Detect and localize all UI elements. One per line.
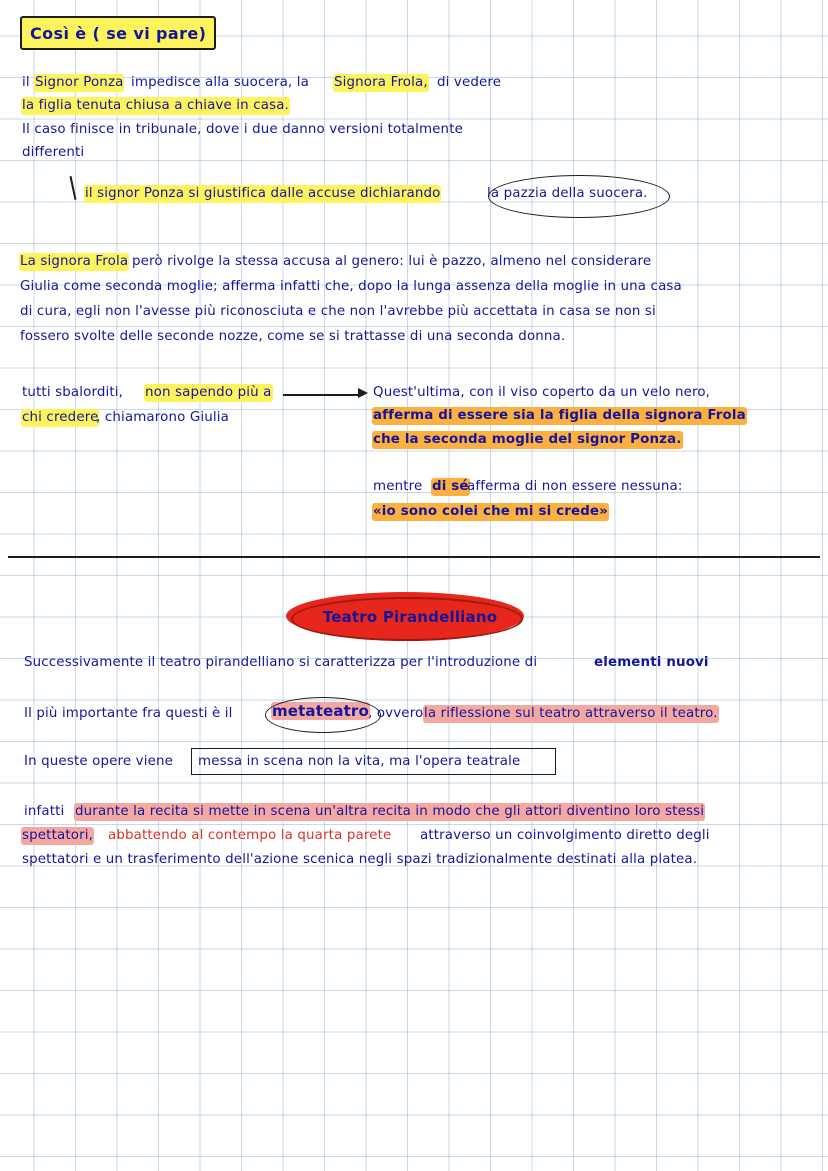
s4-p2-metateatro: metateatro (272, 702, 369, 720)
s3-right-line5: «io sono colei che mi si crede» (373, 504, 608, 519)
s1-line1-part3: impedisce alla suocera, la (131, 75, 309, 90)
s3-right-line4-plain-a: mentre (373, 479, 423, 494)
s3-right-line3: che la seconda moglie del signor Ponza. (373, 432, 682, 447)
ellipse-pazzia-suocera (488, 175, 670, 218)
s4-p1-bold: elementi nuovi (594, 655, 709, 670)
ellipse-metateatro (265, 697, 381, 733)
s1-line4: differenti (22, 145, 85, 160)
s1-branch-plain: la pazzia della suocera. (487, 186, 648, 201)
arrow-line (283, 394, 363, 396)
s3-left-line1-plain: tutti sbalorditi, (22, 385, 124, 400)
s3-right-line4-plain-b: afferma di non essere nessuna: (467, 479, 683, 494)
s1-line1-part5: di vedere (437, 75, 502, 90)
s3-left-line1-highlight: non sapendo più a (145, 385, 272, 400)
s3-right-line4-highlight: di sé (432, 479, 469, 494)
s4-p4-highlight-b: spettatori, (22, 828, 93, 843)
s1-line1-signora-frola: Signora Frola, (334, 75, 428, 90)
s1-line2: la figlia tenuta chiusa a chiave in casa. (22, 98, 289, 113)
s4-p4-plain-a: infatti (24, 804, 65, 819)
s4-p2-plain-b: , ovvero (368, 706, 424, 721)
s1-branch-highlight: il signor Ponza si giustifica dalle accuse dichiarando (85, 186, 441, 201)
s2-line3: di cura, egli non l'avesse più riconosciuta e che non l'avrebbe più accettata in casa se non si (20, 304, 656, 319)
page-title: Così è ( se vi pare) (30, 24, 207, 43)
arrow-head-icon (358, 388, 368, 398)
s4-p2-highlight: la riflessione sul teatro attraverso il teatro. (424, 706, 718, 721)
s4-p4-red: abbattendo al contempo la quarta parete (108, 828, 392, 843)
s4-p2-plain-a: Il più importante fra questi è il (24, 706, 233, 721)
s4-p3-plain: In queste opere viene (24, 754, 174, 769)
s1-line1-part1: il (22, 75, 30, 90)
s2-line4: fossero svolte delle seconde nozze, come se si trattasse di una seconda donna. (20, 329, 566, 344)
leader-line (70, 176, 77, 200)
s4-p3-boxed: messa in scena non la vita, ma l'opera teatrale (198, 754, 521, 769)
s4-p1-plain: Successivamente il teatro pirandelliano si caratterizza per l'introduzione di (24, 655, 538, 670)
s4-p4-line3: spettatori e un trasferimento dell'azione scenica negli spazi tradizionalmente destinati alla platea. (22, 852, 698, 867)
teatro-pirandelliano-heading: Teatro Pirandelliano (322, 608, 498, 626)
s1-line1-signor-ponza: Signor Ponza (35, 75, 124, 90)
s3-left-line2-highlight: chi credere (22, 410, 99, 425)
s2-line1-rest: però rivolge la stessa accusa al genero: lui è pazzo, almeno nel considerare (132, 254, 652, 269)
s3-right-line2: afferma di essere sia la figlia della signora Frola (373, 408, 746, 423)
s3-right-line1: Quest'ultima, con il viso coperto da un velo nero, (373, 385, 711, 400)
s2-line1-highlight: La signora Frola (20, 254, 129, 269)
s2-line2: Giulia come seconda moglie; afferma infatti che, dopo la lunga assenza della moglie in una casa (20, 279, 682, 294)
s4-p4-plain-b: attraverso un coinvolgimento diretto degli (420, 828, 710, 843)
s4-p4-highlight-a: durante la recita si mette in scena un'altra recita in modo che gli attori diventino loro stessi (75, 804, 705, 819)
section-divider (8, 556, 820, 558)
s1-line3: Il caso finisce in tribunale, dove i due danno versioni totalmente (22, 122, 463, 137)
s3-left-line2-plain: , chiamarono Giulia (96, 410, 229, 425)
